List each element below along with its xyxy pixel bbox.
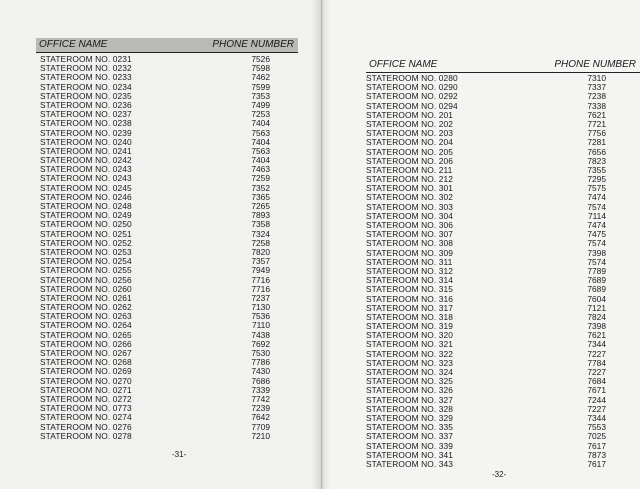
phone-number: 7604 (587, 293, 606, 304)
table-header (366, 58, 640, 73)
office-name: STATEROOM NO. 0278 (40, 430, 132, 441)
phone-number: 7689 (587, 275, 606, 286)
table-row (366, 460, 606, 469)
office-name: STATEROOM NO. 319 (366, 321, 454, 332)
office-name: STATEROOM NO. 205 (366, 146, 454, 157)
phone-number: 7820 (251, 246, 270, 257)
office-name: STATEROOM NO. 0251 (40, 228, 132, 239)
phone-number: 7656 (587, 146, 606, 157)
phone-number: 7259 (251, 173, 270, 184)
office-name: STATEROOM NO. 0243 (40, 173, 132, 184)
office-name: STATEROOM NO. 341 (366, 449, 454, 460)
office-name: STATEROOM NO. 0276 (40, 421, 132, 432)
office-name: STATEROOM NO. 304 (366, 210, 454, 221)
office-name: STATEROOM NO. 303 (366, 201, 454, 212)
table-header (36, 38, 298, 53)
office-name: STATEROOM NO. 212 (366, 174, 454, 185)
phone-number: 7404 (251, 155, 270, 166)
office-name: STATEROOM NO. 0238 (40, 118, 132, 129)
phone-number: 7438 (251, 329, 270, 340)
office-name: STATEROOM NO. 315 (366, 284, 454, 295)
phone-number: 7574 (587, 201, 606, 212)
phone-number: 7227 (587, 348, 606, 359)
phone-number: 7130 (251, 302, 270, 313)
office-name: STATEROOM NO. 0235 (40, 90, 132, 101)
phone-number: 7462 (251, 72, 270, 83)
office-name: STATEROOM NO. 0267 (40, 348, 132, 358)
phone-number: 7716 (251, 283, 270, 294)
phone-number: 7475 (587, 229, 606, 240)
office-name: STATEROOM NO. 323 (366, 357, 454, 368)
phone-number: 7621 (587, 109, 606, 120)
phone-number: 7756 (587, 128, 606, 139)
phone-number: 7709 (251, 421, 270, 432)
office-name: STATEROOM NO. 0261 (40, 292, 132, 303)
phone-number: 7474 (587, 192, 606, 203)
phone-number: 7563 (251, 127, 270, 138)
office-name: STATEROOM NO. 329 (366, 412, 454, 423)
office-name: STATEROOM NO. 0268 (40, 357, 132, 368)
office-name: STATEROOM NO. 321 (366, 339, 454, 350)
phone-number: 7671 (587, 385, 606, 396)
office-name: STATEROOM NO. 0271 (40, 384, 132, 395)
phone-number: 7526 (251, 54, 270, 64)
office-name: STATEROOM NO. 324 (366, 367, 454, 377)
office-name: STATEROOM NO. 0232 (40, 63, 132, 74)
phone-number: 7642 (251, 412, 270, 423)
office-name: STATEROOM NO. 0274 (40, 412, 132, 423)
office-name: STATEROOM NO. 320 (366, 330, 454, 341)
office-name: STATEROOM NO. 0266 (40, 338, 132, 349)
phone-number: 7684 (587, 376, 606, 387)
phone-number: 7949 (251, 265, 270, 276)
office-name: STATEROOM NO. 211 (366, 164, 453, 175)
phone-number: 7404 (251, 136, 270, 147)
office-name: STATEROOM NO. 0290 (366, 82, 458, 93)
office-name: STATEROOM NO. 0240 (40, 136, 132, 147)
office-name: STATEROOM NO. 0254 (40, 256, 132, 267)
office-name: STATEROOM NO. 203 (366, 128, 454, 139)
phone-number: 7239 (251, 403, 270, 414)
office-name: STATEROOM NO. 0245 (40, 182, 132, 193)
book-gutter-shadow (312, 0, 332, 489)
office-name: STATEROOM NO. 309 (366, 247, 454, 258)
directory-list (40, 55, 270, 441)
office-name: STATEROOM NO. 0237 (40, 109, 132, 120)
office-name: STATEROOM NO. 302 (366, 192, 454, 203)
phone-number: 7352 (251, 182, 270, 193)
office-name: STATEROOM NO. 0246 (40, 191, 132, 202)
phone-number: 7237 (251, 292, 270, 303)
office-name: STATEROOM NO. 0242 (40, 155, 132, 166)
phone-number: 7338 (587, 100, 606, 111)
office-name: STATEROOM NO. 0243 (40, 164, 132, 175)
office-name: STATEROOM NO. 0253 (40, 246, 132, 257)
office-name: STATEROOM NO. 0272 (40, 393, 132, 404)
phone-number: 7398 (587, 247, 606, 258)
office-name: STATEROOM NO. 0249 (40, 210, 132, 221)
office-name: STATEROOM NO. 337 (366, 431, 454, 442)
phone-number: 7553 (587, 422, 606, 433)
phone-number: 7430 (251, 366, 270, 377)
phone-number: 7253 (251, 109, 270, 120)
phone-number: 7358 (251, 219, 270, 230)
office-name: STATEROOM NO. 0256 (40, 274, 132, 285)
phone-number: 7721 (587, 118, 606, 129)
office-name: STATEROOM NO. 343 (366, 458, 454, 469)
office-name: STATEROOM NO. 0231 (40, 54, 132, 64)
phone-number: 7339 (251, 384, 270, 395)
office-name: STATEROOM NO. 0264 (40, 320, 132, 331)
phone-number: 7575 (587, 183, 606, 194)
office-name: STATEROOM NO. 0234 (40, 81, 132, 92)
phone-number: 7238 (587, 91, 606, 102)
phone-number: 7227 (587, 367, 606, 377)
phone-number: 7692 (251, 338, 270, 349)
phone-number: 7121 (587, 302, 606, 313)
office-name-column-header: OFFICE NAME (369, 59, 438, 70)
office-name: STATEROOM NO. 202 (366, 118, 454, 129)
office-name: STATEROOM NO. 317 (366, 302, 454, 313)
office-name: STATEROOM NO. 325 (366, 376, 454, 387)
office-name: STATEROOM NO. 0265 (40, 329, 132, 340)
office-name: STATEROOM NO. 0255 (40, 265, 132, 276)
phone-number: 7563 (251, 145, 270, 156)
office-name: STATEROOM NO. 318 (366, 311, 454, 322)
office-name: STATEROOM NO. 0241 (40, 145, 132, 156)
office-name: STATEROOM NO. 0773 (40, 403, 132, 414)
office-name-column-header: OFFICE NAME (39, 39, 108, 50)
office-name: STATEROOM NO. 301 (366, 183, 454, 194)
office-name: STATEROOM NO. 0270 (40, 375, 132, 386)
office-name: STATEROOM NO. 327 (366, 394, 454, 405)
office-name: STATEROOM NO. 0252 (40, 237, 132, 248)
phone-number: 7344 (587, 412, 606, 423)
phone-number: 7742 (251, 393, 270, 404)
phone-number: 7365 (251, 191, 270, 202)
phone-number: 7686 (251, 375, 270, 386)
office-name: STATEROOM NO. 0263 (40, 311, 132, 322)
office-name: STATEROOM NO. 328 (366, 403, 454, 414)
office-name: STATEROOM NO. 0260 (40, 283, 132, 294)
office-name: STATEROOM NO. 306 (366, 220, 454, 230)
phone-number: 7337 (587, 82, 606, 93)
phone-number: 7463 (251, 164, 270, 175)
office-name: STATEROOM NO. 201 (366, 109, 454, 120)
phone-number: 7716 (251, 274, 270, 285)
phone-number: 7398 (587, 321, 606, 332)
phone-number: 7357 (251, 256, 270, 267)
phone-number: 7210 (251, 430, 270, 441)
phone-number: 7530 (251, 348, 270, 358)
phone-number: 7617 (587, 458, 606, 469)
office-name: STATEROOM NO. 0250 (40, 219, 132, 230)
right-page (322, 0, 640, 489)
office-name: STATEROOM NO. 322 (366, 348, 454, 359)
office-name: STATEROOM NO. 206 (366, 155, 454, 166)
phone-number: 7281 (587, 137, 606, 148)
office-name: STATEROOM NO. 335 (366, 422, 454, 433)
phone-number: 7258 (251, 237, 270, 248)
office-name: STATEROOM NO. 0294 (366, 100, 458, 111)
page-number: -31- (172, 450, 187, 459)
phone-number: 7599 (251, 81, 270, 92)
phone-number: 7621 (587, 330, 606, 341)
phone-number: 7404 (251, 118, 270, 129)
phone-number: 7893 (251, 210, 270, 221)
phone-number: 7574 (587, 238, 606, 249)
phone-number: 7574 (587, 256, 606, 267)
phone-number: 7499 (251, 99, 270, 110)
office-name: STATEROOM NO. 339 (366, 440, 454, 451)
phone-number: 7823 (587, 155, 606, 166)
phone-number: 7617 (587, 440, 606, 451)
phone-number: 7598 (251, 63, 270, 74)
phone-number: 7789 (587, 265, 606, 276)
office-name: STATEROOM NO. 307 (366, 229, 454, 240)
office-name: STATEROOM NO. 0239 (40, 127, 132, 138)
phone-number: 7025 (587, 431, 606, 442)
phone-number: 7536 (251, 311, 270, 322)
office-name: STATEROOM NO. 326 (366, 385, 454, 396)
phone-number: 7244 (587, 394, 606, 405)
office-name: STATEROOM NO. 314 (366, 275, 454, 286)
phone-number: 7265 (251, 201, 270, 211)
office-name: STATEROOM NO. 0280 (366, 73, 458, 83)
phone-number: 7784 (587, 357, 606, 368)
phone-number-column-header: PHONE NUMBER (554, 59, 636, 70)
phone-number: 7110 (251, 320, 270, 331)
phone-number: 7295 (587, 174, 606, 185)
phone-number: 7114 (587, 210, 606, 221)
phone-number: 7310 (587, 73, 606, 83)
office-name: STATEROOM NO. 204 (366, 137, 454, 148)
phone-number-column-header: PHONE NUMBER (212, 39, 294, 50)
office-name: STATEROOM NO. 312 (366, 265, 454, 276)
office-name: STATEROOM NO. 0292 (366, 91, 458, 102)
office-name: STATEROOM NO. 0269 (40, 366, 132, 377)
phone-number: 7353 (251, 90, 270, 101)
phone-number: 7324 (251, 228, 270, 239)
office-name: STATEROOM NO. 308 (366, 238, 454, 249)
phone-number: 7474 (587, 220, 606, 230)
phone-number: 7873 (587, 449, 606, 460)
phone-number: 7689 (587, 284, 606, 295)
office-name: STATEROOM NO. 0248 (40, 201, 132, 211)
office-name: STATEROOM NO. 0233 (40, 72, 132, 83)
office-name: STATEROOM NO. 311 (366, 256, 453, 267)
phone-number: 7344 (587, 339, 606, 350)
directory-list (366, 74, 606, 469)
phone-number: 7227 (587, 403, 606, 414)
table-row (40, 432, 270, 441)
phone-number: 7355 (587, 164, 606, 175)
office-name: STATEROOM NO. 0262 (40, 302, 132, 313)
office-name: STATEROOM NO. 316 (366, 293, 454, 304)
phone-number: 7824 (587, 311, 606, 322)
office-name: STATEROOM NO. 0236 (40, 99, 132, 110)
phone-number: 7786 (251, 357, 270, 368)
page-number: -32- (492, 470, 507, 479)
